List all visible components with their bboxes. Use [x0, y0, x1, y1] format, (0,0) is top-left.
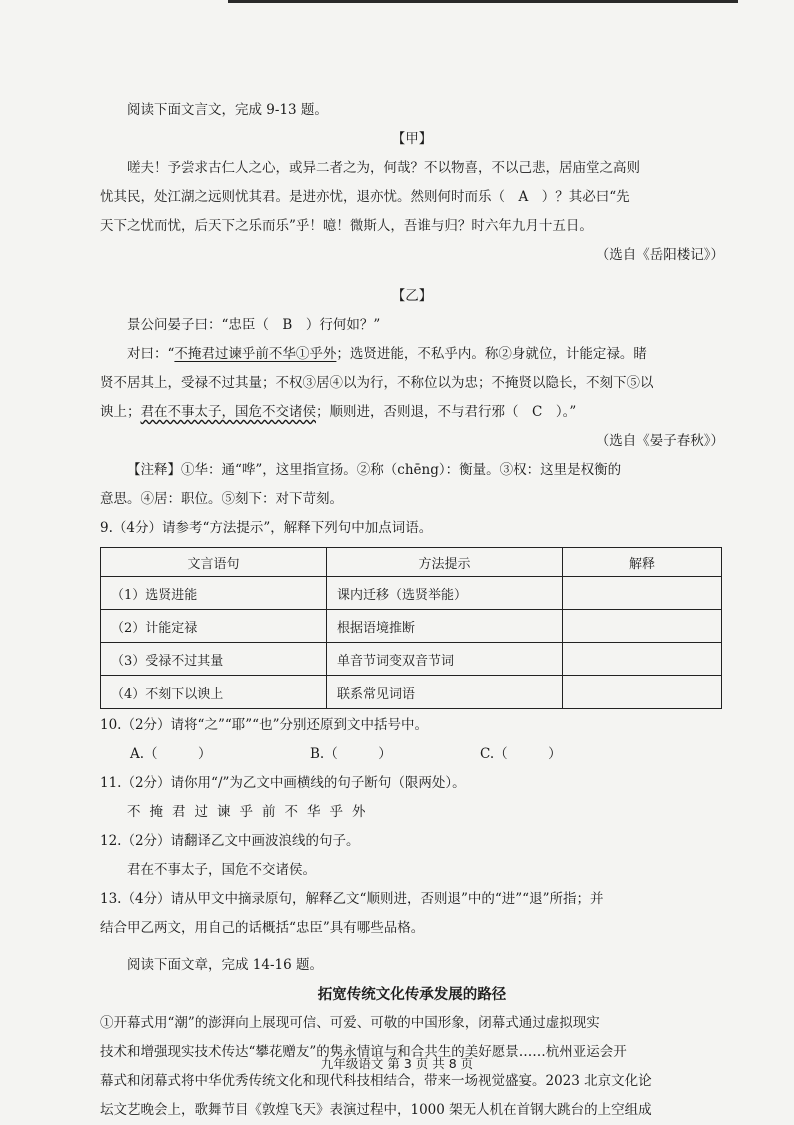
table-cell-sentence: （4）不刻下以谀上 [101, 676, 327, 709]
section-intro-article: 阅读下面文章，完成 14-16 题。 [127, 957, 324, 973]
table-cell-answer[interactable] [563, 643, 722, 676]
question-13-prompt-cont: 结合甲乙两文，用自己的话概括“忠臣”具有哪些品格。 [100, 920, 425, 936]
passage-yi-heading: 【乙】 [391, 288, 433, 304]
question-9-table [100, 547, 722, 709]
question-12-sentence: 君在不事太子，国危不交诸侯。 [127, 862, 316, 878]
article-line: ①开幕式用“潮”的澎湃向上展现可信、可爱、可敬的中国形象，闭幕式通过虚拟现实 [100, 1015, 600, 1031]
passage-jia-source: （选自《岳阳楼记》） [595, 247, 724, 263]
annotation-line: 【注释】①华：通“哗”，这里指宣扬。②称（chēng）：衡量。③权：这里是权衡的 [127, 462, 622, 478]
table-row [101, 676, 722, 709]
table-cell-sentence: （1）选贤进能 [101, 577, 327, 610]
top-border-line [228, 0, 738, 3]
article-line: 技术和增强现实技术传达“攀花赠友”的隽永情谊与和合共生的美好愿景……杭州亚运会开 [100, 1044, 627, 1060]
passage-yi-line: 贤不居其上，受禄不过其量；不权③居④以为行，不称位以为忠；不掩贤以隐长，不刻下⑤以 [100, 375, 654, 391]
passage-jia-line: 忧其民，处江湖之远则忧其君。是进亦忧，退亦忧。然则何时而乐（ A ）？其必曰“先 [100, 189, 630, 205]
question-12-prompt: 12.（2分）请翻译乙文中画波浪线的句子。 [100, 833, 360, 849]
passage-yi-source: （选自《晏子春秋》） [595, 433, 724, 449]
question-9-prompt: 9.（4分）请参考“方法提示”，解释下列句中加点词语。 [100, 520, 433, 536]
table-row [101, 577, 722, 610]
passage-jia-heading: 【甲】 [391, 131, 433, 147]
section-intro-wenyan: 阅读下面文言文，完成 9-13 题。 [127, 102, 328, 118]
question-11-prompt: 11.（2分）请你用“/”为乙文中画横线的句子断句（限两处）。 [100, 775, 466, 791]
table-row [101, 610, 722, 643]
question-13-prompt: 13.（4分）请从甲文中摘录原句，解释乙文“顺则进，否则退”中的“进”“退”所指；并 [100, 891, 604, 907]
dui-prefix: 对曰：“ [127, 346, 175, 362]
table-cell-answer[interactable] [563, 577, 722, 610]
annotation-line: 意思。④居：职位。⑤刻下：对下苛刻。 [100, 491, 343, 507]
table-header-cell: 文言语句 [101, 548, 327, 577]
option-a[interactable]: A.（ ） [130, 746, 212, 762]
option-b[interactable]: B.（ ） [310, 746, 392, 762]
question-11-sentence: 不掩君过谏乎前不华乎外 [127, 804, 375, 820]
article-line: 坛文艺晚会上，歌舞节目《敦煌飞天》表演过程中，1000 架无人机在首钢大跳台的上空组成 [100, 1102, 652, 1118]
passage-jia-line: 嗟夫！予尝求古仁人之心，或异二者之为，何哉？不以物喜，不以己悲，居庙堂之高则 [127, 160, 640, 176]
table-header-cell: 解释 [563, 548, 722, 577]
exam-page [100, 96, 724, 1125]
table-header-row [101, 548, 722, 577]
passage-jia-line: 天下之忧而忧，后天下之乐而乐”乎！噫！微斯人，吾谁与归？时六年九月十五日。 [100, 218, 593, 234]
passage-yi-line [100, 340, 724, 369]
table-cell-answer[interactable] [563, 676, 722, 709]
table-header-cell: 方法提示 [327, 548, 563, 577]
page-footer: 九年级语文 第 3 页 共 8 页 [320, 1056, 474, 1071]
table-cell-hint: 联系常见词语 [327, 676, 563, 709]
question-10-prompt: 10.（2分）请将“之”“耶”“也”分别还原到文中括号中。 [100, 717, 428, 733]
table-cell-sentence: （2）计能定禄 [101, 610, 327, 643]
passage-yi-question: 景公问晏子曰：“忠臣（ B ）行何如？” [127, 317, 381, 333]
table-row [101, 643, 722, 676]
passage-jia [100, 125, 724, 270]
passage-yi-line: 谀上；君在不事太子，国危不交诸侯；顺则进，否则退，不与君行邪（ C ）。” [100, 404, 577, 420]
question-10-options [100, 740, 724, 769]
passage-yi [100, 282, 724, 456]
table-cell-answer[interactable] [563, 610, 722, 643]
table-cell-hint: 根据语境推断 [327, 610, 563, 643]
table-cell-hint: 单音节词变双音节词 [327, 643, 563, 676]
table-cell-hint: 课内迁移（选贤举能） [327, 577, 563, 610]
option-c[interactable]: C.（ ） [480, 746, 562, 762]
article-line: 幕式和闭幕式将中华优秀传统文化和现代科技相结合，带来一场视觉盛宴。2023 北京文化论 [100, 1073, 652, 1089]
underlined-sentence: 不掩君过谏乎前不华①乎外 [174, 346, 337, 362]
dui-rest: ；选贤进能，不私乎内。称②身就位，计能定禄。睹 [336, 346, 647, 362]
article-title: 拓宽传统文化传承发展的路径 [317, 986, 507, 1003]
table-cell-sentence: （3）受禄不过其量 [101, 643, 327, 676]
wavy-underlined-sentence: 君在不事太子，国危不交诸侯 [140, 404, 316, 420]
annotations [100, 456, 724, 514]
